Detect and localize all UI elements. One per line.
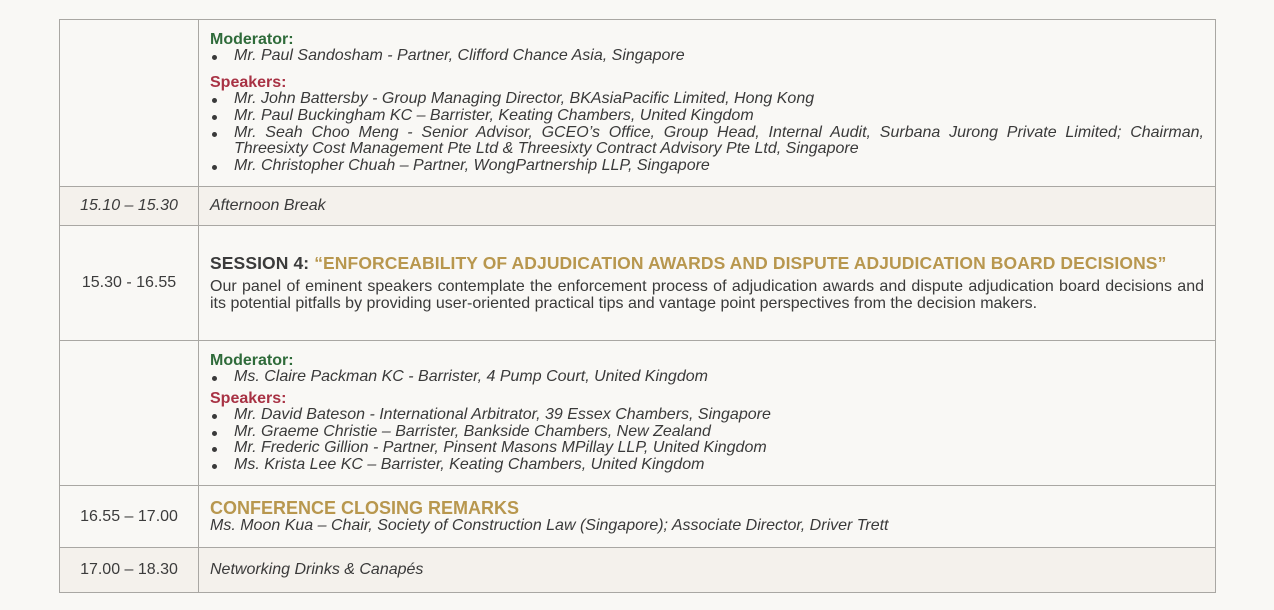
speaker-item: Mr. Seah Choo Meng - Senior Advisor, GCEO’s Office, Group Head, Internal Audit, Surbana Jurong Private Limited; Chairman, Threesixty Cost Management Pte Ltd & Threesixty Contract Advisory Pte Ltd, Singapore xyxy=(210,125,1204,158)
networking-label: Networking Drinks & Canapés xyxy=(210,560,424,578)
time-cell: 16.55 – 17.00 xyxy=(60,486,199,548)
agenda-row-session4 xyxy=(60,226,1216,341)
closing-speaker: Ms. Moon Kua – Chair, Society of Construction Law (Singapore); Associate Director, Driver Trett xyxy=(210,516,889,534)
time-cell: 15.30 - 16.55 xyxy=(60,226,199,341)
panel-cell xyxy=(199,341,1216,486)
speaker-list xyxy=(210,91,1204,174)
time-cell: 15.10 – 15.30 xyxy=(60,187,199,226)
session-number: SESSION 4: xyxy=(210,253,315,273)
moderator-item: Ms. Claire Packman KC - Barrister, 4 Pump Court, United Kingdom xyxy=(210,369,1204,386)
moderator-item: Mr. Paul Sandosham - Partner, Clifford Chance Asia, Singapore xyxy=(210,48,1204,65)
speaker-list xyxy=(210,407,1204,473)
time-cell xyxy=(60,20,199,187)
agenda-row-session4-panel xyxy=(60,341,1216,486)
session-description: Our panel of eminent speakers contemplate the enforcement process of adjudication awards and dispute adjudication board decisions and its potential pitfalls by providing user-oriented practical tips and vantage point perspectives from the decision makers. xyxy=(210,278,1204,312)
agenda-row-session3-panel xyxy=(60,20,1216,187)
speakers-label: Speakers: xyxy=(210,74,287,92)
moderator-label: Moderator: xyxy=(210,351,294,369)
speaker-item: Mr. Frederic Gillion - Partner, Pinsent Masons MPillay LLP, United Kingdom xyxy=(210,440,1204,457)
moderator-list xyxy=(210,369,1204,386)
speaker-item: Mr. John Battersby - Group Managing Director, BKAsiaPacific Limited, Hong Kong xyxy=(210,91,1204,108)
panel-cell xyxy=(199,20,1216,187)
speaker-item: Mr. David Bateson - International Arbitrator, 39 Essex Chambers, Singapore xyxy=(210,407,1204,424)
closing-title: CONFERENCE CLOSING REMARKS xyxy=(210,497,520,518)
session-title xyxy=(210,254,1204,273)
moderator-label: Moderator: xyxy=(210,30,294,48)
break-label: Afternoon Break xyxy=(210,196,326,214)
speaker-item: Mr. Christopher Chuah – Partner, WongPartnership LLP, Singapore xyxy=(210,158,1204,175)
closing-cell xyxy=(199,486,1216,548)
speaker-item: Mr. Graeme Christie – Barrister, Bankside Chambers, New Zealand xyxy=(210,424,1204,441)
agenda-table xyxy=(59,19,1216,593)
time-cell xyxy=(60,341,199,486)
moderator-list xyxy=(210,48,1204,65)
speaker-item: Ms. Krista Lee KC – Barrister, Keating Chambers, United Kingdom xyxy=(210,457,1204,474)
time-cell: 17.00 – 18.30 xyxy=(60,548,199,593)
agenda-row-afternoon-break xyxy=(60,187,1216,226)
break-cell xyxy=(199,187,1216,226)
session-name: “ENFORCEABILITY OF ADJUDICATION AWARDS AND DISPUTE ADJUDICATION BOARD DECISIONS” xyxy=(314,253,1167,273)
speaker-item: Mr. Paul Buckingham KC – Barrister, Keating Chambers, United Kingdom xyxy=(210,108,1204,125)
session-cell xyxy=(199,226,1216,341)
speakers-label: Speakers: xyxy=(210,390,287,408)
agenda-row-closing-remarks xyxy=(60,486,1216,548)
agenda-row-networking xyxy=(60,548,1216,593)
networking-cell xyxy=(199,548,1216,593)
